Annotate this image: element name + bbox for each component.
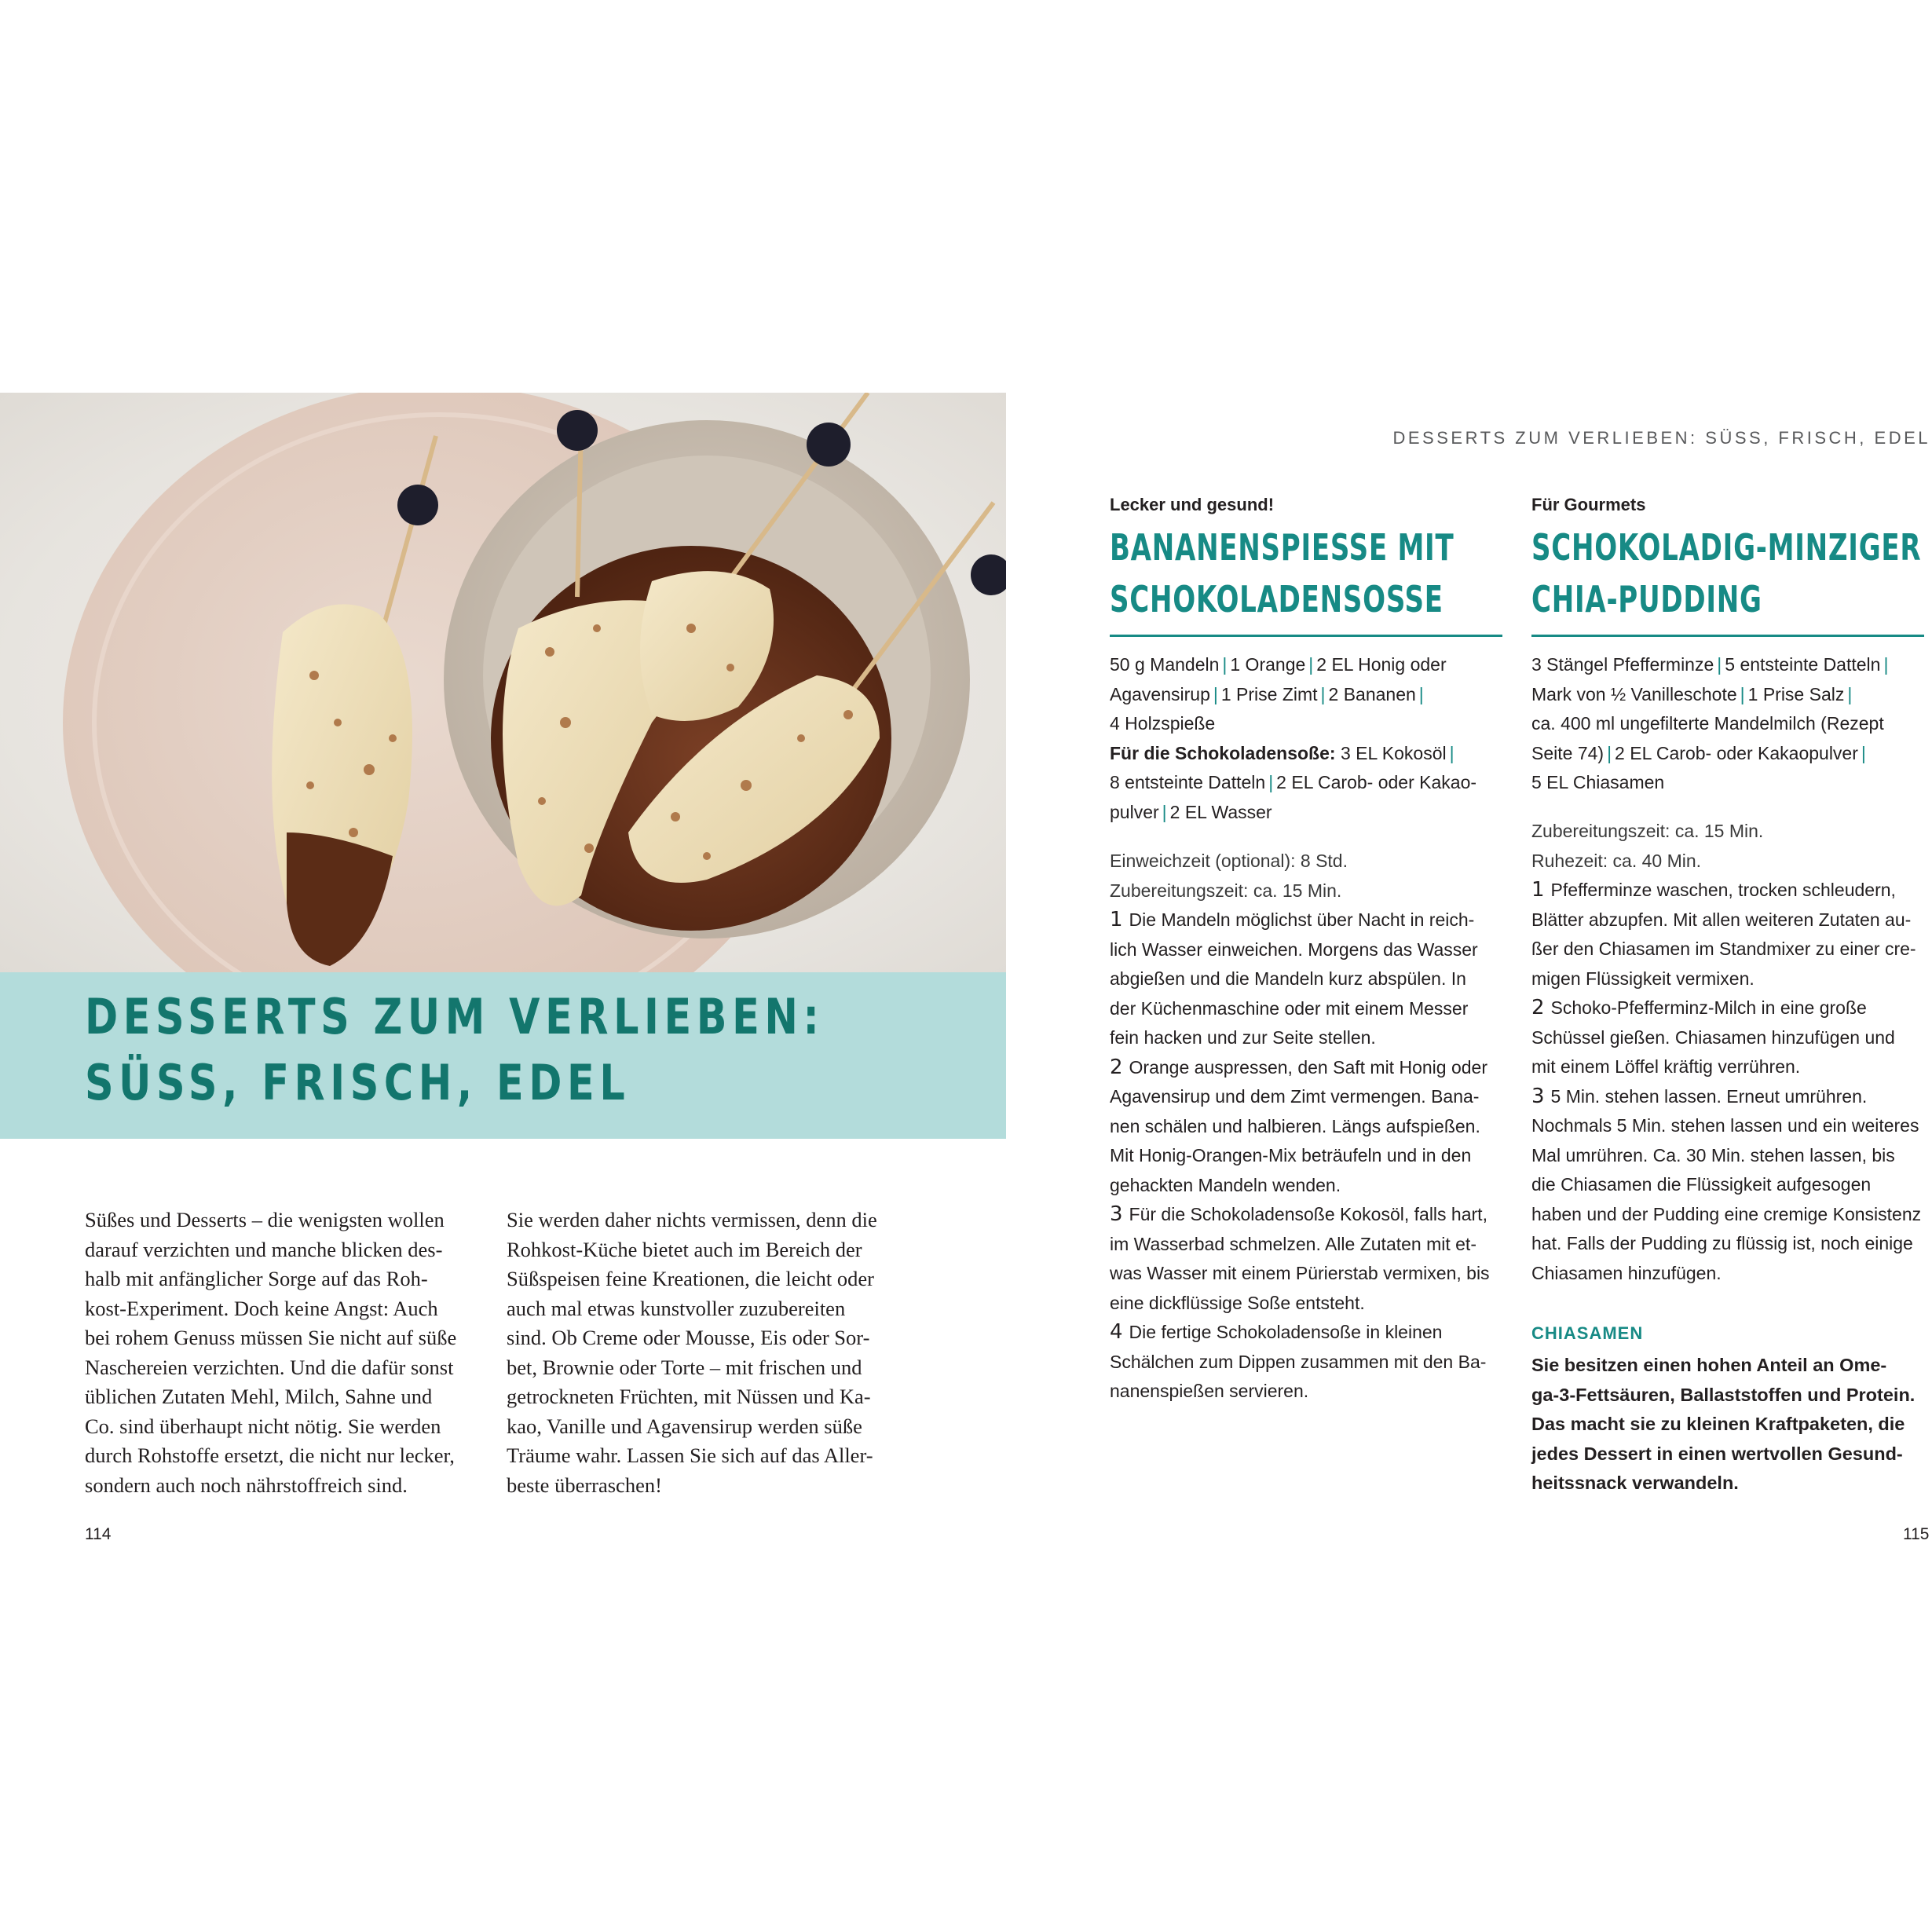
title-rule [1110,635,1502,637]
text-line: Rohkost-Küche bietet auch im Bereich der [507,1237,862,1261]
rest-time: Ruhezeit: ca. 40 Min. [1531,850,1702,871]
step-text-line: migen Flüssigkeit vermixen. [1531,968,1755,989]
ingredients-line: 5 EL Chiasamen [1531,772,1665,792]
ingredients-line: 4 Holzspieße [1110,713,1216,734]
text-line: Süßspeisen feine Kreationen, die leicht oder [507,1267,875,1290]
step-text-line: nen schälen und halbieren. Längs aufspießen. [1110,1115,1480,1136]
step-text-line: nanenspießen servieren. [1110,1381,1309,1401]
recipe-bananenspiesse [1110,495,1502,1437]
text-line: darauf verzichten und manche blicken des- [85,1237,443,1261]
step-2: 2 Schoko-Pfefferminz-Milch in eine große [1531,996,1867,1019]
step-2: 2 Orange auspressen, den Saft mit Honig oder [1110,1055,1487,1079]
text-line: getrockneten Früchten, mit Nüssen und Ka- [507,1385,871,1408]
ingredients-line: Für die Schokoladensoße: 3 EL Kokosöl | [1110,742,1454,763]
title-rule [1531,635,1924,637]
chapter-title-line1: DESSERTS ZUM VERLIEBEN: [85,988,825,1045]
step-3: 3 Für die Schokoladensoße Kokosöl, falls hart, [1110,1202,1487,1226]
info-box-line: Sie besitzen einen hohen Anteil an Ome- [1531,1355,1887,1375]
step-1: 1 Pfefferminze waschen, trocken schleudern, [1531,878,1896,902]
page-number-left: 114 [85,1525,112,1543]
ingredients-line: Mark von ½ Vanilleschote | 1 Prise Salz | [1531,683,1853,704]
soak-time: Einweichzeit (optional): 8 Std. [1110,851,1348,871]
ingredients-line: pulver | 2 EL Wasser [1110,801,1272,822]
step-text-line: Mit Honig-Orangen-Mix beträufeln und in den [1110,1145,1472,1165]
ingredients-line: ca. 400 ml ungefilterte Mandelmilch (Rezept [1531,713,1884,734]
text-line: beste überraschen! [507,1473,662,1497]
recipe-chia-pudding [1531,495,1924,1516]
chapter-title-line2: SÜSS, FRISCH, EDEL [85,1054,631,1111]
ingredients-line: 8 entsteinte Datteln | 2 EL Carob- oder Kakao- [1110,772,1477,792]
recipe-title-line1: BANANENSPIESSE MIT [1110,526,1454,569]
step-text-line: Blätter abzupfen. Mit allen weiteren Zutaten au- [1531,909,1912,930]
ingredients-line: 3 Stängel Pfefferminze | 5 entsteinte Datteln | [1531,654,1889,675]
text-line: Sie werden daher nichts vermissen, denn die [507,1208,877,1231]
step-text-line: abgießen und die Mandeln kurz abspülen. In [1110,968,1466,989]
ingredients-line: 50 g Mandeln | 1 Orange | 2 EL Honig oder [1110,654,1447,675]
recipe-title-line2: SCHOKOLADENSOSSE [1110,578,1444,620]
step-4: 4 Die fertige Schokoladensoße in kleinen [1110,1320,1443,1344]
step-text-line: die Chiasamen die Flüssigkeit aufgesogen [1531,1174,1872,1195]
text-line: sind. Ob Creme oder Mousse, Eis oder Sor- [507,1326,870,1349]
prep-time: Zubereitungszeit: ca. 15 Min. [1531,821,1764,841]
text-line: halb mit anfänglicher Sorge auf das Roh- [85,1267,428,1290]
step-text-line: im Wasserbad schmelzen. Alle Zutaten mit et- [1110,1233,1476,1254]
text-line: Süßes und Desserts – die wenigsten wollen [85,1208,445,1231]
text-line: bet, Brownie oder Torte – mit frischen und [507,1355,862,1379]
text-line: Naschereien verzichten. Und die dafür sonst [85,1355,454,1379]
ingredients-line: Agavensirup | 1 Prise Zimt | 2 Bananen | [1110,683,1424,704]
prep-time: Zubereitungszeit: ca. 15 Min. [1110,880,1342,901]
step-text-line: hat. Falls der Pudding zu flüssig ist, noch einige [1531,1233,1913,1253]
text-line: durch Rohstoffe ersetzt, die nicht nur lecker, [85,1444,455,1467]
text-line: Träume wahr. Lassen Sie sich auf das Aller- [507,1444,873,1467]
step-text-line: Mal umrühren. Ca. 30 Min. stehen lassen, bis [1531,1144,1895,1165]
info-box-line: heitssnack verwandeln. [1531,1473,1739,1493]
step-text-line: eine dickflüssige Soße entsteht. [1110,1292,1365,1313]
text-line: auch mal etwas kunstvoller zuzubereiten [507,1296,846,1320]
ingredients-line: Seite 74) | 2 EL Carob- oder Kakaopulver | [1531,742,1866,763]
step-text-line: Schüssel gießen. Chiasamen hinzufügen und [1531,1026,1895,1048]
step-1: 1 Die Mandeln möglichst über Nacht in reich- [1110,908,1475,931]
step-text-line: Chiasamen hinzufügen. [1531,1262,1722,1283]
text-line: bei rohem Genuss müssen Sie nicht auf süße [85,1326,457,1349]
step-text-line: Schälchen zum Dippen zusammen mit den Ba- [1110,1351,1487,1372]
banana-skewers-illustration [0,393,1006,972]
step-text-line: Nochmals 5 Min. stehen lassen und ein weiteres [1531,1115,1919,1136]
step-3: 3 5 Min. stehen lassen. Erneut umrühren. [1531,1084,1868,1108]
recipe-title-line2: CHIA-PUDDING [1531,578,1762,620]
page-number-right: 115 [1903,1525,1930,1543]
step-text-line: mit einem Löffel kräftig verrühren. [1531,1056,1801,1077]
step-text-line: Agavensirup und dem Zimt vermengen. Bana- [1110,1086,1480,1107]
running-head: DESSERTS ZUM VERLIEBEN: SÜSS, FRISCH, EDEL [1392,428,1930,448]
step-text-line: fein hacken und zur Seite stellen. [1110,1027,1376,1048]
step-text-line: gehackten Mandeln wenden. [1110,1174,1341,1195]
step-text-line: haben und der Pudding eine cremige Konsistenz [1531,1203,1922,1224]
info-box-line: ga-3-Fettsäuren, Ballaststoffen und Protein. [1531,1384,1916,1405]
text-line: üblichen Zutaten Mehl, Milch, Sahne und [85,1385,433,1408]
dessert-photo [0,393,1006,972]
chapter-title-band [0,972,1006,1139]
recipe-title-line1: SCHOKOLADIG-MINZIGER [1531,526,1922,569]
recipe-kicker: Lecker und gesund! [1110,495,1275,514]
step-text-line: der Küchenmaschine oder mit einem Messer [1110,997,1469,1019]
recipe-kicker: Für Gourmets [1531,495,1646,514]
info-box-line: Das macht sie zu kleinen Kraftpaketen, die [1531,1414,1905,1434]
step-text-line: ßer den Chiasamen im Standmixer zu einer cre- [1531,939,1916,959]
text-line: sondern auch noch nährstoffreich sind. [85,1473,408,1497]
step-text-line: lich Wasser einweichen. Morgens das Wasser [1110,939,1478,960]
text-line: Co. sind überhaupt nicht nötig. Sie werden [85,1414,441,1438]
info-box-line: jedes Dessert in einen wertvollen Gesund- [1531,1443,1903,1464]
step-text-line: was Wasser mit einem Pürierstab vermixen, bis [1110,1263,1490,1283]
info-box-heading: CHIASAMEN [1531,1323,1644,1343]
text-line: kost-Experiment. Doch keine Angst: Auch [85,1296,438,1320]
text-line: kao, Vanille und Agavensirup werden süße [507,1414,862,1438]
